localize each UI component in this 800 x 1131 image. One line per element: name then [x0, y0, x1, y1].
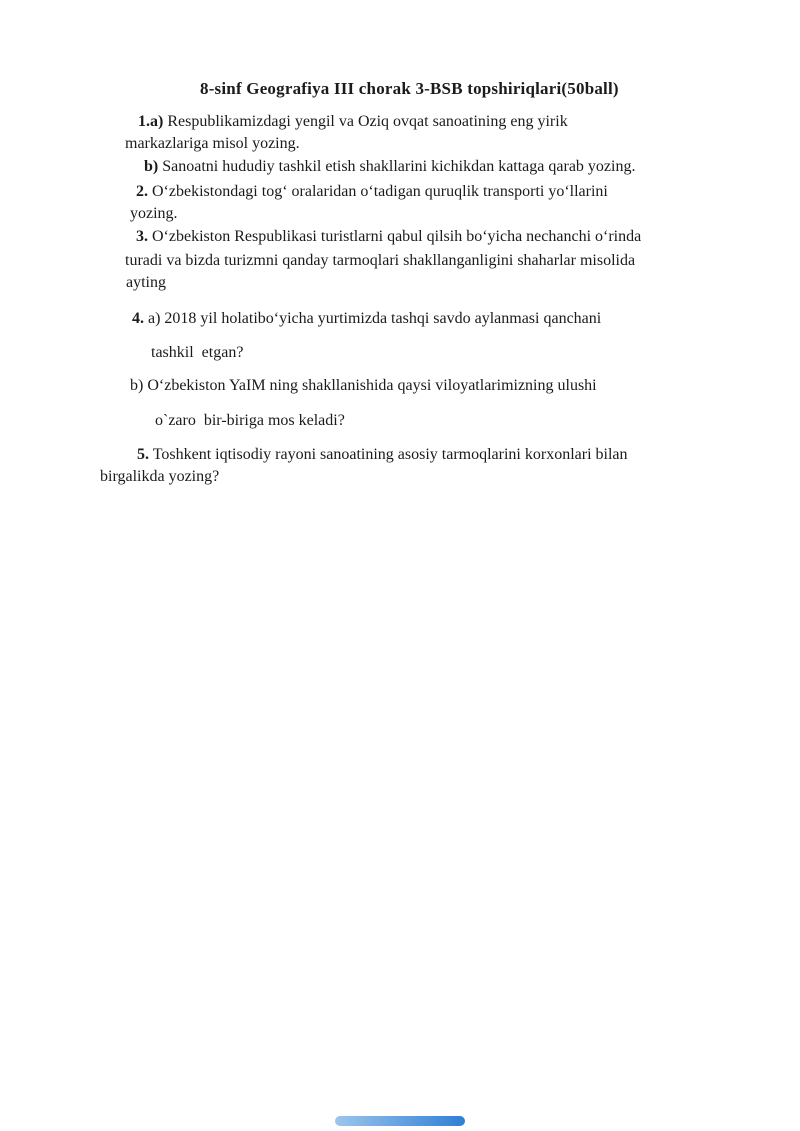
- text-line: [130, 203, 178, 224]
- line-text: yozing.: [130, 205, 178, 222]
- line-text: turadi va bizda turizmni qanday tarmoqlari shakllanganligini shaharlar misolida: [125, 252, 636, 269]
- text-line: [100, 466, 219, 487]
- line-text: b) Oʻzbekiston YaIM ning shakllanishida qaysi viloyatlarimizning ulushi: [130, 377, 597, 394]
- text-line: [138, 111, 568, 132]
- text-line: [151, 342, 243, 363]
- text-line: [136, 226, 641, 247]
- text-line: [137, 444, 628, 465]
- text-line: [130, 375, 597, 396]
- line-text: ayting: [126, 274, 166, 291]
- question-number: 3.: [136, 228, 148, 245]
- text-line: [126, 272, 166, 293]
- question-number: 1.a): [138, 113, 164, 130]
- line-text: Oʻzbekistondagi togʻ oralaridan oʻtadigan quruqlik transporti yoʻllarini: [148, 183, 608, 200]
- text-line: [125, 133, 300, 154]
- question-number: 2.: [136, 183, 148, 200]
- text-line: [132, 308, 601, 329]
- text-line: [125, 250, 635, 271]
- page-scroll-indicator[interactable]: [335, 1116, 465, 1126]
- line-text: o`zaro bir-biriga mos keladi?: [155, 412, 345, 429]
- line-text: Sanoatni hududiy tashkil etish shakllarini kichikdan kattaga qarab yozing.: [158, 158, 636, 175]
- line-text: Respublikamizdagi yengil va Oziq ovqat sanoatining eng yirik: [163, 113, 568, 130]
- line-text: a) 2018 yil holatiboʻyicha yurtimizda tashqi savdo aylanmasi qanchani: [144, 310, 602, 327]
- line-text: Toshkent iqtisodiy rayoni sanoatining asosiy tarmoqlarini korxonlari bilan: [149, 446, 628, 463]
- line-text: tashkil etgan?: [151, 344, 244, 361]
- document-title: 8-sinf Geografiya III chorak 3-BSB topshiriqlari(50ball): [200, 79, 619, 98]
- line-text: Oʻzbekiston Respublikasi turistlarni qabul qilsih boʻyicha nechanchi oʻrinda: [148, 228, 642, 245]
- question-number: b): [144, 158, 159, 175]
- text-line: [136, 181, 608, 202]
- line-text: birgalikda yozing?: [100, 468, 220, 485]
- text-line: [155, 410, 345, 431]
- text-line: [144, 156, 635, 177]
- question-number: 4.: [132, 310, 144, 327]
- question-number: 5.: [137, 446, 149, 463]
- line-text: markazlariga misol yozing.: [125, 135, 300, 152]
